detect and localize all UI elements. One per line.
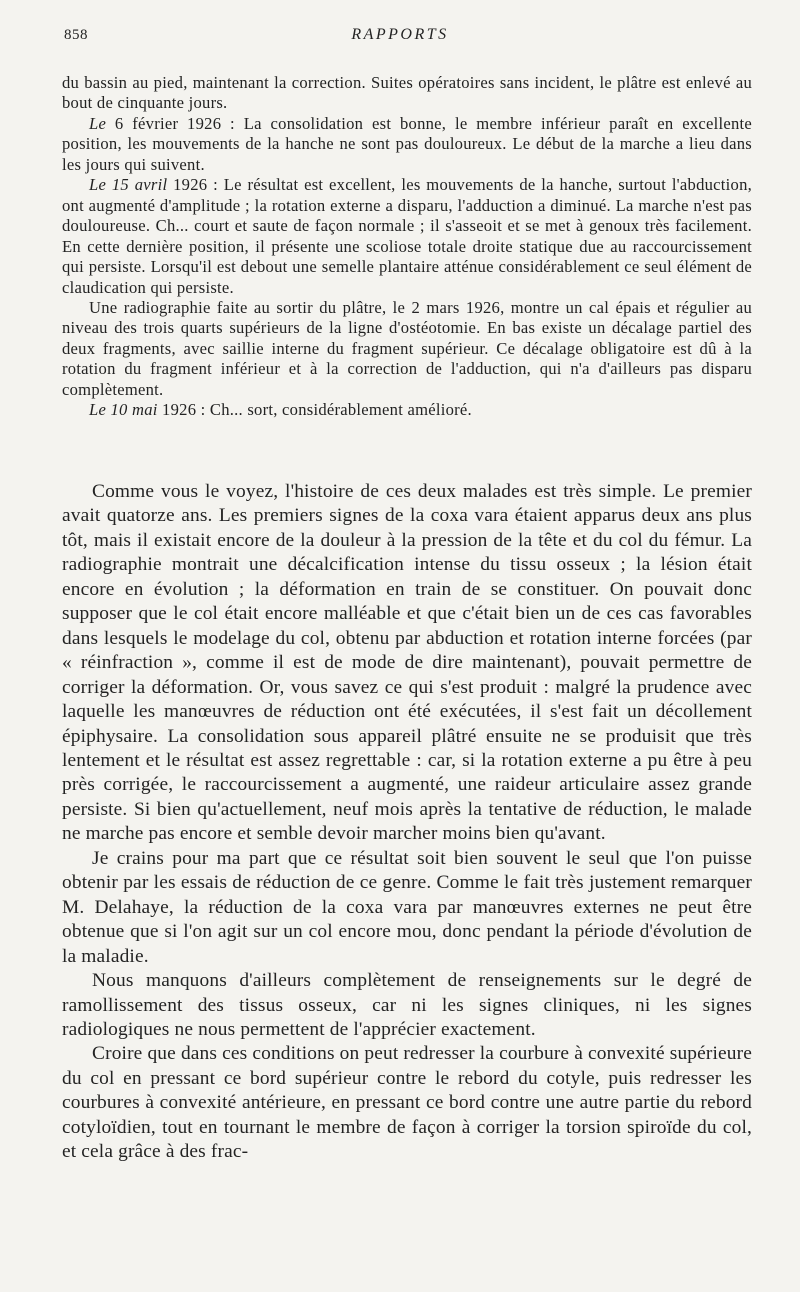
paragraph: Je crains pour ma part que ce résultat soit bien souvent le seul que l'on puisse obtenir par les essais de réduction de ce genre. Comme le fait très justement remarquer M. Delahaye, la réduction de la coxa vara par manœuvres externes ne peut être obtenue que si l'on agit sur un col encore mou, donc pendant la période d'évolution de la maladie. [62,847,752,967]
paragraph-text: : Ch... sort, considérablement amélioré. [196,400,472,420]
date-le: Le [89,400,107,420]
date-day-month: 6 février [114,113,179,133]
date-day-month: 15 avril [111,175,168,195]
paragraph: Croire que dans ces conditions on peut redresser la courbure à convexité supérieure du col en pressant ce bord supérieur contre le rebord du cotyle, puis redresser les courbures à convexité antérieure, en pressant ce bord contre une autre partie du rebord cotyloïdien, tout en tournant le membre de façon à corriger la torsion spiroïde du col, et cela grâce à des frac- [62,1043,752,1163]
paragraph-dated [62,114,752,175]
paragraph-dated [62,175,752,298]
date-year: 1926 [187,113,222,133]
page-number: 858 [64,27,88,43]
paragraph: Comme vous le voyez, l'histoire de ces deux malades est très simple. Le premier avait quatorze ans. Les premiers signes de la coxa vara étaient apparus deux ans plus tôt, mais il existait encore de la douleur à la pression de la tête et du col du fémur. La radiographie montrait une décalcification intense du tissu osseux ; la lésion était encore en évolution ; la déformation en train de se constituer. On pouvait donc supposer que le col était encore malléable et que c'était bien un de ces cas favorables dans lesquels le modelage du col, obtenu par abduction et rotation interne forcées (par « réinfraction », comme il est de mode de dire maintenant), pouvait permettre de corriger la déformation. Or, vous savez ce qui s'est produit : malgré la prudence avec laquelle les manœuvres de réduction ont été exécutées, il s'est fait un décollement épiphysaire. La consolidation sous appareil plâtré ensuite ne se produisit que très lentement et le résultat est assez regrettable : car, si la rotation externe a pu être à peu près corrigée, le raccourcissement a augmenté, une raideur articulaire assez grande persiste. Si bien qu'actuellement, neuf mois après la tentative de réduction, le malade ne marche pas encore et semble devoir marcher moins bien qu'avant. [62,481,752,845]
date-year: 1926 [173,175,208,195]
running-head: RAPPORTS [351,26,449,43]
date-day-month: 10 mai [110,400,158,420]
date-le: Le [89,113,107,133]
paragraph: Nous manquons d'ailleurs complètement de renseignements sur le degré de ramollissement des tissus osseux, car ni les signes cliniques, ni les signes radiologiques ne nous permettent de l'apprécier exactement. [62,970,752,1040]
date-le: Le [89,175,107,195]
paragraph: du bassin au pied, maintenant la correction. Suites opératoires sans incident, le plâtre est enlevé au bout de cinquante jours. [62,73,752,113]
paragraph-text: : La consolidation est bonne, le membre inférieur paraît en excellente position, les mouvements de la hanche ne sont pas douloureux. Le début de la marche a lieu dans les jours qui suivent. [62,113,752,174]
paragraph: Une radiographie faite au sortir du plâtre, le 2 mars 1926, montre un cal épais et régulier au niveau des trois quarts supérieurs de la ligne d'ostéotomie. En bas existe un décalage partiel des deux fragments, avec saillie interne du fragment supérieur. Ce décalage obligatoire est dû à la rotation du fragment inférieur et à la correction de l'adduction, qui n'a d'ailleurs pas disparu complètement. [62,297,752,399]
discussion [62,480,752,1165]
paragraph-dated [62,400,752,420]
date-year: 1926 [162,400,197,420]
case-notes [62,73,752,421]
paragraph-text: : Le résultat est excellent, les mouvements de la hanche, surtout l'abduction, ont augmenté d'amplitude ; la rotation externe a disparu, l'adduction a diminué. La marche n'est pas douloureuse. Ch... court et saute de façon normale ; il s'asseoit et se met à genoux très facilement. En cette dernière position, il présente une scoliose totale droite statique due au raccourcissement qui persiste. Lorsqu'il est debout une semelle plantaire atténue considérablement ce seul élément de claudication qui persiste. [62,175,753,297]
